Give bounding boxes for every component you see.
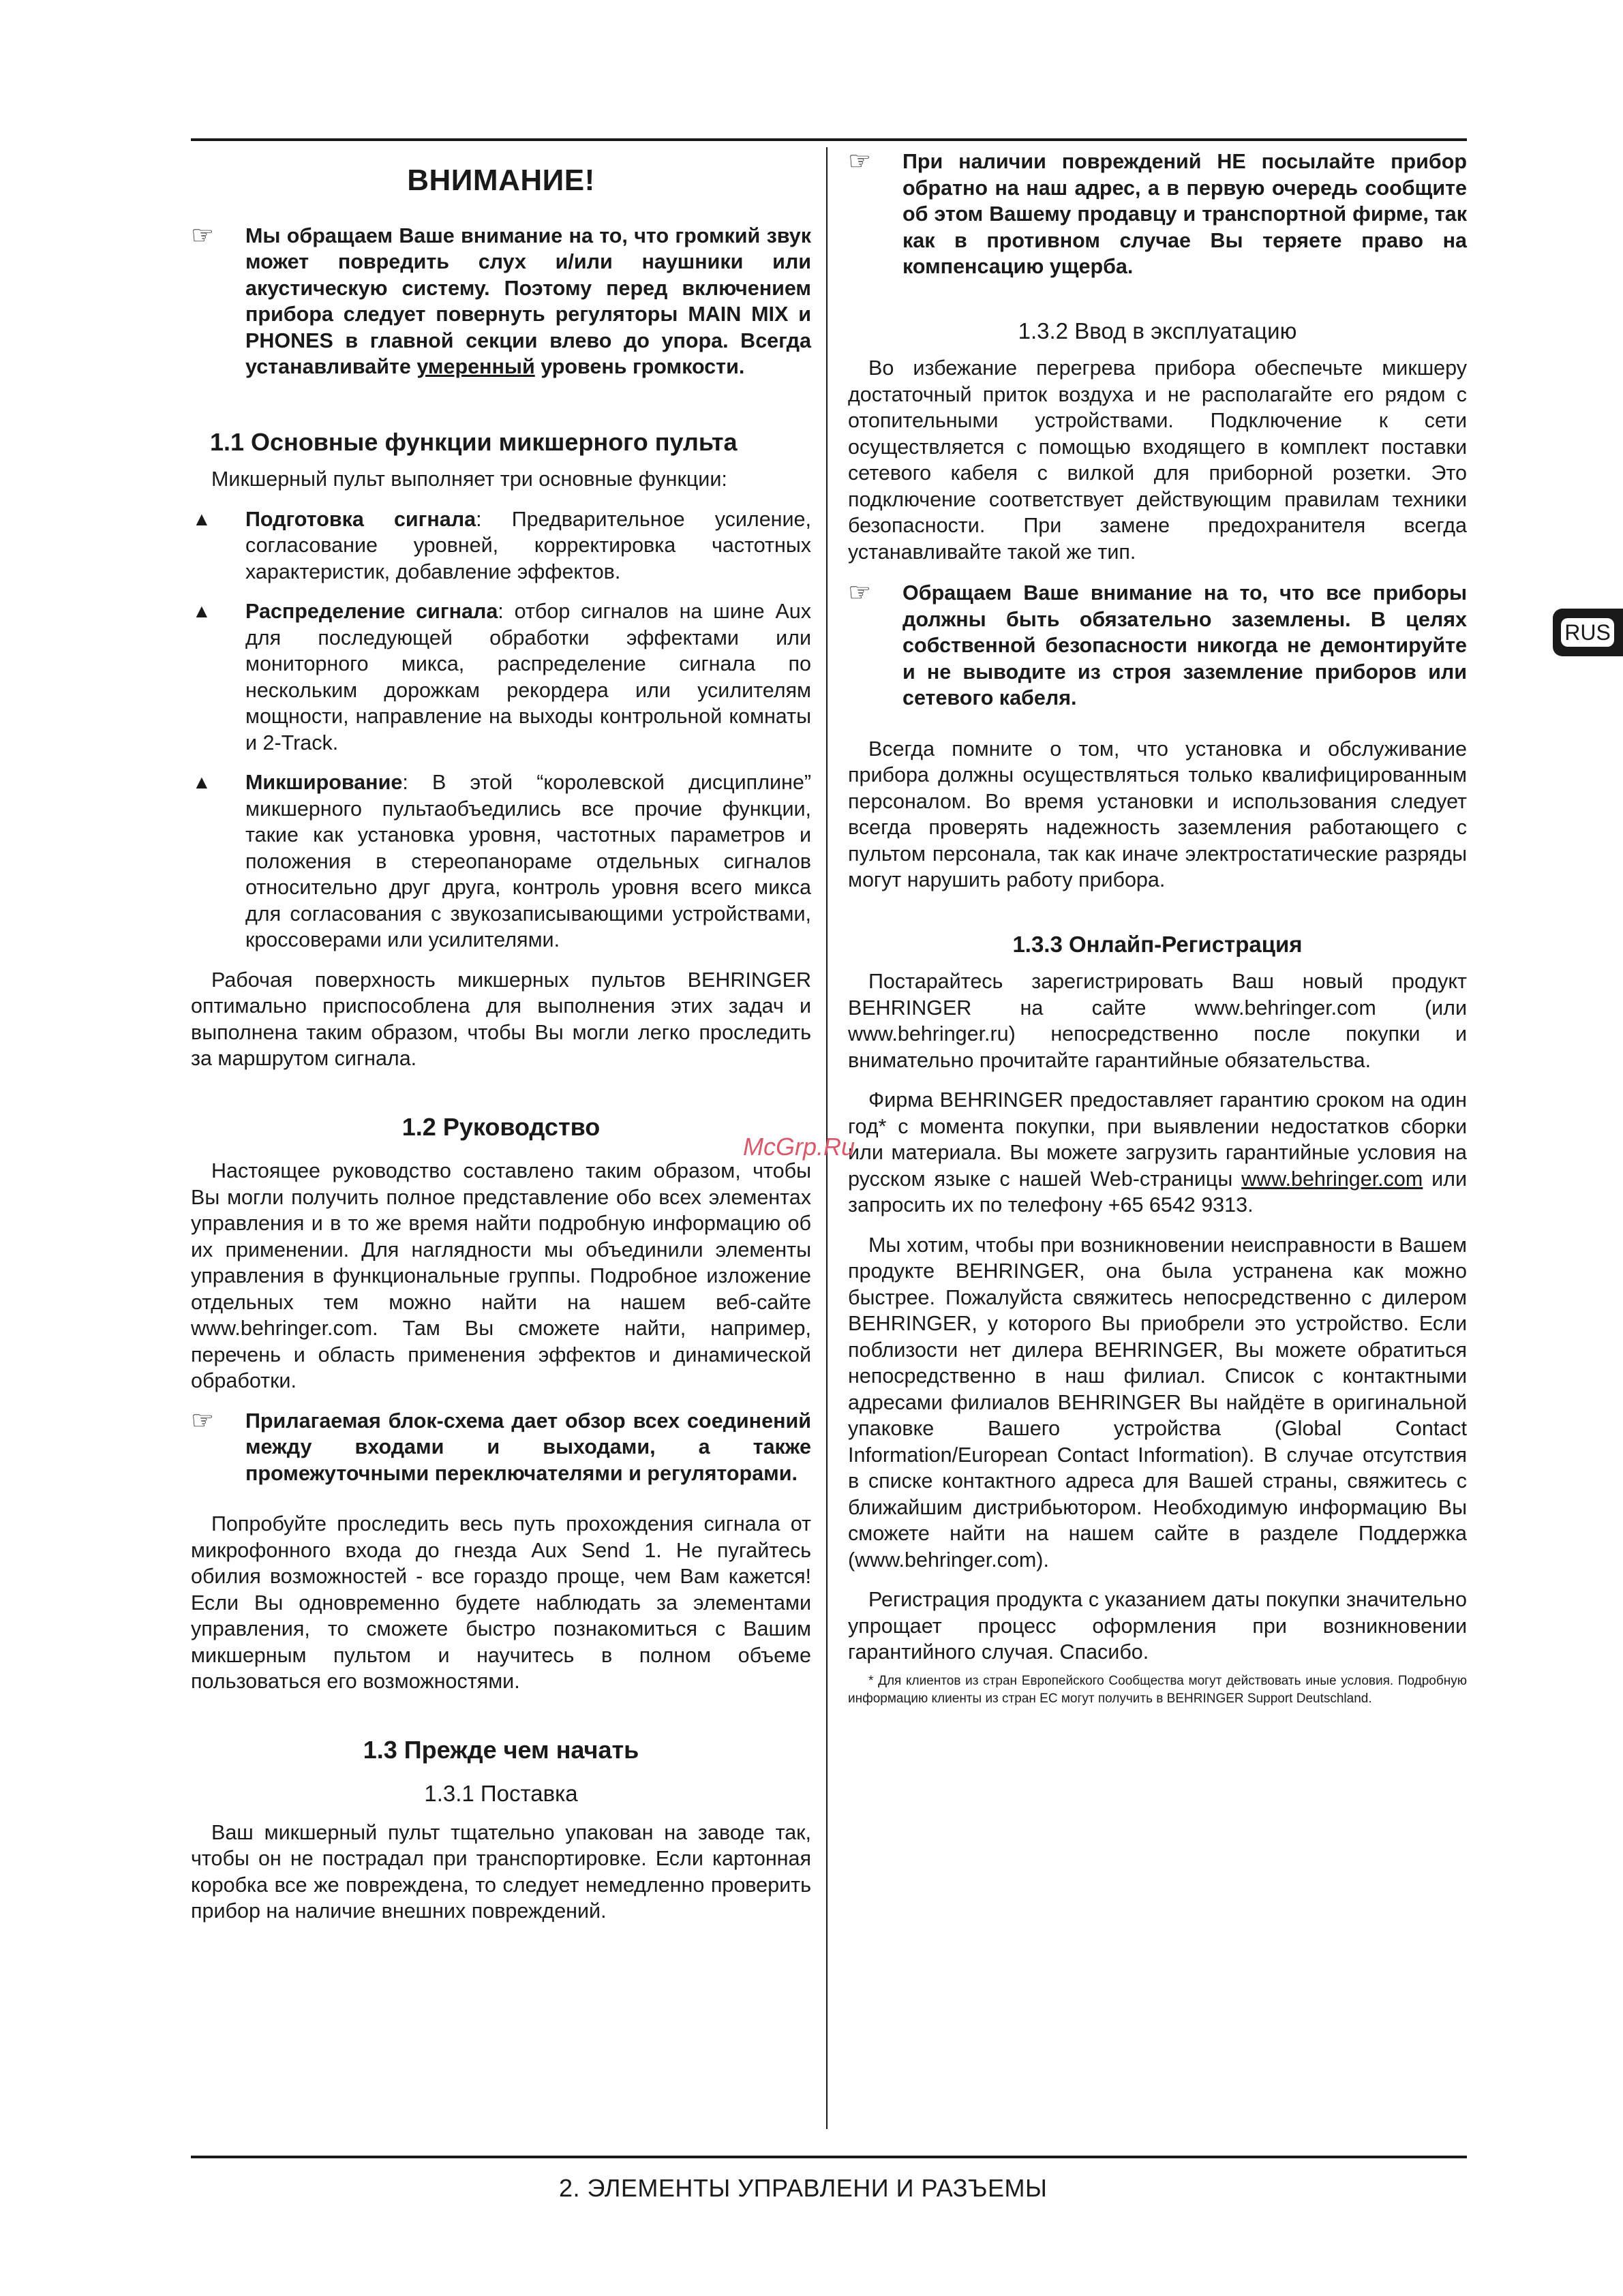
triangle-bullet-icon: ▲: [192, 600, 211, 622]
behringer-link[interactable]: www.behringer.com: [1241, 1167, 1423, 1191]
list-item-text: : Предварительное усиление, согласование уровней, корректировка частотных характеристик, добавление эффектов.: [245, 507, 811, 583]
warning-note: [191, 223, 811, 380]
language-tab: [1553, 609, 1623, 656]
left-column: [191, 144, 811, 1925]
grounding-note: [848, 580, 1467, 711]
warranty-text: Фирма BEHRINGER предоставляет гарантию сроком на один год* с момента покупки, при выявлении недостатков сборки или материала. Вы можете загрузить гарантийные условия на русском языке с нашей Web-страницы: [848, 1088, 1467, 1191]
watermark: McGrp.Ru: [743, 1133, 855, 1161]
warning-title: ВНИМАНИЕ!: [407, 164, 595, 197]
list-item-term: Подготовка сигнала: [245, 507, 476, 531]
warning-text-end: уровень громкости.: [541, 355, 745, 378]
warning-text: Мы обращаем Ваше внимание на то, что громкий звук может повредить слух и/или наушники или акустическую систему. Поэтому перед включением прибора следует повернуть регуляторы MAIN MIX и PHONES в главной секции влево до упора. Всегда устанавливайте: [245, 224, 811, 378]
warning-underlined: умеренный: [416, 355, 535, 378]
top-rule: [191, 138, 1467, 141]
list-item-term: Распределение сигнала: [245, 600, 498, 623]
pointing-hand-icon: ☞: [848, 579, 872, 607]
list-item: [191, 506, 811, 585]
bottom-rule: [191, 2156, 1467, 2158]
triangle-bullet-icon: ▲: [192, 508, 211, 530]
block-diagram-note: [191, 1408, 811, 1487]
block-diagram-note-text: Прилагаемая блок-схема дает обзор всех соединений между входами и выходами, а также промежуточными переключателями и регуляторами.: [245, 1409, 811, 1485]
section-1-3-1-paragraph: Ваш микшерный пульт тщательно упакован на заводе так, чтобы он не пострадал при транспортировке. Если картонная коробка все же повреждена, то следует немедленно проверить прибор на наличие внешних повреждений.: [191, 1820, 811, 1923]
section-1-3-1-title: 1.3.1 Поставка: [424, 1781, 578, 1806]
list-item-text: : В этой “королевской дисциплине” микшерного пультаобъедились все прочие функции, такие как установка уровня, частотных параметров и положения в стереопанораме отдельных сигналов относительно друг друга, контроль уровня всего микса для согласования с звукозаписывающими устройствами, кроссоверами или усилителями.: [245, 771, 811, 951]
warranty-paragraph: [848, 1087, 1467, 1219]
registration-paragraph: Постарайтесь зарегистрировать Ваш новый продукт BEHRINGER на сайте www.behringer.com (или www.behringer.ru) непосредственно после покупки и внимательно прочитайте гарантийные обязательства.: [848, 970, 1467, 1072]
pointing-hand-icon: ☞: [191, 1406, 215, 1435]
section-1-3-3-title: 1.3.3 Онлайп-Регистрация: [1012, 931, 1303, 957]
section-1-2-title: 1.2 Руководство: [401, 1112, 601, 1141]
damage-note: [848, 149, 1467, 280]
section-1-3-2-title: 1.3.2 Ввод в эксплуатацию: [1018, 318, 1297, 343]
next-section-title: 2. ЭЛЕМЕНТЫ УПРАВЛЕНИ И РАЗЪЕМЫ: [559, 2174, 1048, 2202]
pointing-hand-icon: ☞: [191, 221, 215, 250]
list-item-text: : отбор сигналов на шине Aux для последующей обработки эффектами или мониторного микса, распределение сигнала по нескольким дорожкам рекордера или усилителям мощности, направление на выходы контрольной комнаты и 2-Track.: [245, 600, 811, 754]
service-paragraph: Мы хотим, чтобы при возникновении неисправности в Вашем продукте BEHRINGER, она была устранена как можно быстрее. Пожалуйста свяжитесь непосредственно с дилером BEHRINGER, у которого Вы приобрели это устройство. Если поблизости нет дилера BEHRINGER, Вы можете обратиться непосредственно в наш филиал. Список с контактными адресами филиалов BEHRINGER Вы найдёте в оригинальной упаковке Вашего устройства (Global Contact Information/European Contact Information). В случае отсутствия в списке контактного адреса для Вашей страны, свяжитесь с ближайшим дистрибьютором. Необходимую информацию Вы сможете найти на нашем сайте в разделе Поддержка (www.behringer.com).: [848, 1233, 1467, 1572]
footnote: * Для клиентов из стран Европейского Сообщества могут действовать иные условия. Подробную информацию клиенты из стран ЕС могут получить в BEHRINGER Support Deutschland.: [848, 1673, 1467, 1706]
language-tab-label: RUS: [1561, 618, 1614, 647]
pointing-hand-icon: ☞: [848, 147, 872, 176]
triangle-bullet-icon: ▲: [192, 771, 211, 793]
warranty-text-end: или запросить их по телефону +65 6542 9313.: [848, 1167, 1467, 1216]
list-item: [191, 598, 811, 756]
damage-note-text: При наличии повреждений НЕ посылайте прибор обратно на наш адрес, а в первую очередь сообщите об этом Вашему продавцу и транспортной фирме, так как в противном случае Вы теряете право на компенсацию ущерба.: [902, 150, 1467, 278]
list-item: [191, 769, 811, 953]
list-item-term: Микширование: [245, 771, 403, 794]
section-1-2-paragraph-2: Попробуйте проследить весь путь прохождения сигнала от микрофонного входа до гнезда Aux Send 1. Не пугайтесь обилия возможностей - все гораздо проще, чем Вам кажется! Если Вы одновременно будете наблюдать за элементами управления, то сможете быстро познакомиться с Вашим микшерным пультом и научитесь в полном объеме пользоваться его возможностями.: [191, 1512, 811, 1693]
grounding-note-text: Обращаем Ваше внимание на то, что все приборы должны быть обязательно заземлены. В целях собственной безопасности никогда не демонтируйте и не выводите из строя заземление приборов или сетевого кабеля.: [902, 581, 1467, 709]
section-1-3-title: 1.3 Прежде чем начать: [363, 1735, 639, 1764]
section-1-1-outro: Рабочая поверхность микшерных пультов BEHRINGER оптимально приспособлена для выполнения этих задач и выполнена таким образом, чтобы Вы могли легко проследить за маршрутом сигнала.: [191, 968, 811, 1070]
right-column: [848, 149, 1467, 1708]
section-1-3-2-paragraph-2: Всегда помните о том, что установка и обслуживание прибора должны осуществляться только квалифицированным персоналом. Во время установки и использования следует всегда проверять надежность заземления работающего с пультом персонала, так как иначе электростатические разряды могут нарушить работу прибора.: [848, 737, 1467, 891]
section-1-2-paragraph: Настоящее руководство составлено таким образом, чтобы Вы могли получить полное представление обо всех элементах управления и в то же время найти подробную информацию об их применении. Для наглядности мы объединили элементы управления в функциональные группы. Подробное изложение отдельных тем можно найти на нашем веб-сайте www.behringer.com. Там Вы сможете найти, например, перечень и область применения эффектов и динамической обработки.: [191, 1159, 811, 1392]
section-1-1-intro: Микшерный пульт выполняет три основные функции:: [211, 468, 727, 491]
section-1-1-title: 1.1 Основные функции микшерного пульта: [210, 427, 738, 456]
registration-thanks-paragraph: Регистрация продукта с указанием даты покупки значительно упрощает процесс оформления при возникновении гарантийного случая. Спасибо.: [848, 1588, 1467, 1664]
section-1-3-2-paragraph: Во избежание перегрева прибора обеспечьте микшеру достаточный приток воздуха и не располагайте его рядом с отопительными устройствами. Подключение к сети осуществляется с помощью входящего в комплект поставки сетевого кабеля с вилкой для приборной розетки. Это подключение соответствует действующим правилам техники безопасности. При замене предохранителя всегда устанавливайте такой же тип.: [848, 356, 1467, 564]
